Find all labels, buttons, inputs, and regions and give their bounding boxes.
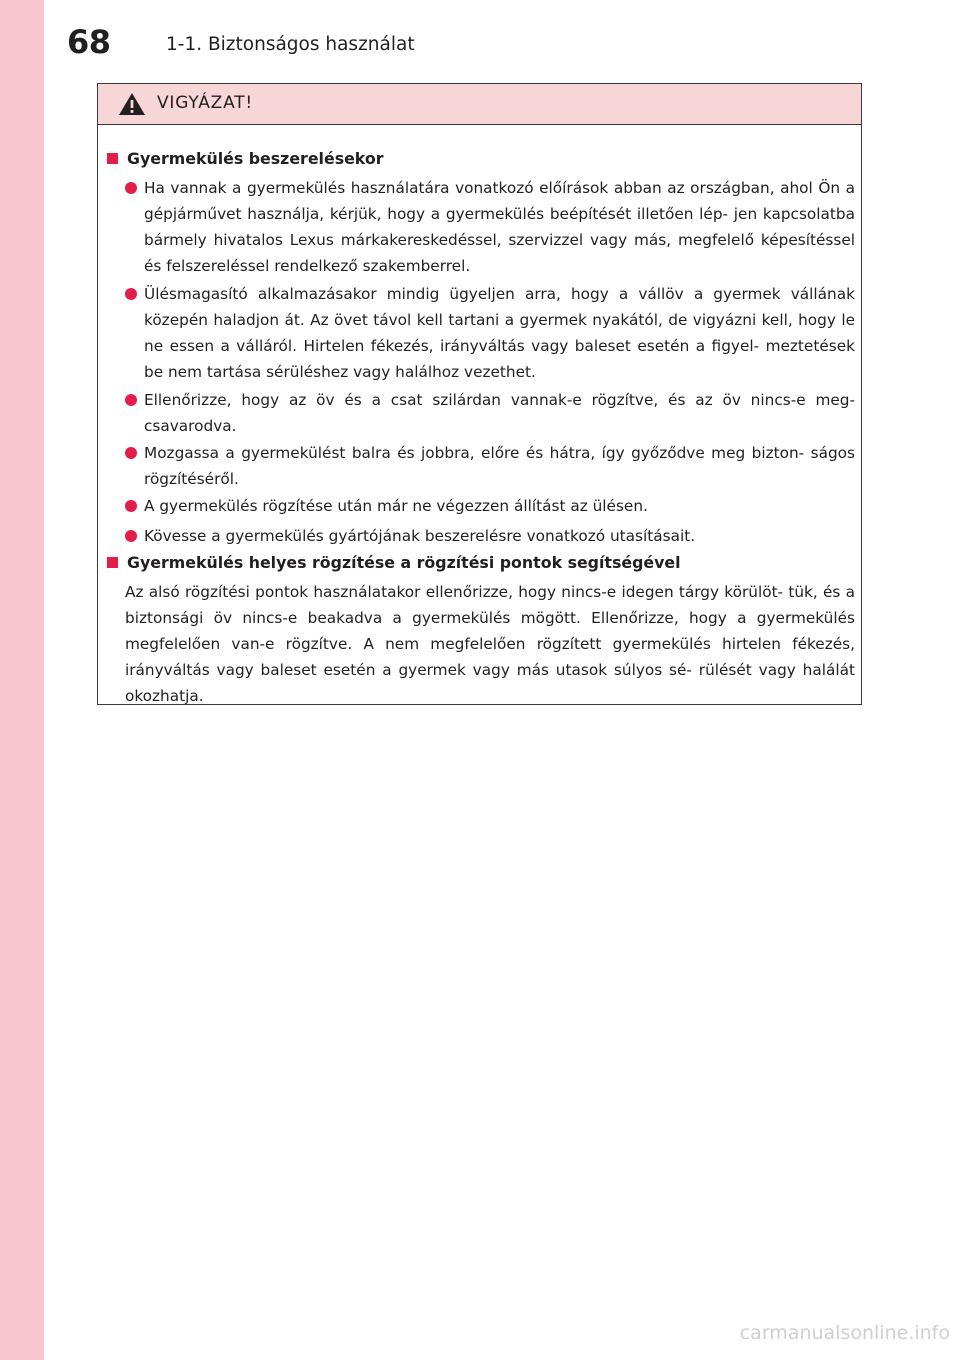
bullet-dot-icon (125, 530, 137, 542)
list-item: Kövesse a gyermekülés gyártójának beszerelésre vonatkozó utasításait. (125, 523, 855, 549)
bullet-dot-icon (125, 447, 137, 459)
section-heading: Gyermekülés helyes rögzítése a rögzítési pontok segítségével (107, 551, 681, 575)
warning-header (98, 84, 861, 125)
side-color-band (0, 0, 44, 1360)
section-title: 1-1. Biztonságos használat (166, 34, 415, 55)
bullet-dot-icon (125, 394, 137, 406)
section-heading: Gyermekülés beszerelésekor (107, 147, 384, 171)
list-item: Ellenőrizze, hogy az öv és a csat szilárdan vannak-e rögzítve, és az öv nincs-e meg- csavarodva. (125, 387, 855, 439)
bullet-dot-icon (125, 288, 137, 300)
warning-box (97, 83, 862, 705)
paragraph: Az alsó rögzítési pontok használatakor ellenőrizze, hogy nincs-e idegen tárgy körülöt- tük, és a biztonsági öv nincs-e beakadva a gyermekülés mögött. Ellenőrizze, hogy a gyermekülés megfelelően van-e rögzítve. A nem megfelelően rögzített gyermekülés hirtelen fékezés, irányváltás vagy baleset esetén a gyermek vagy más utasok súlyos sé- rülését vagy halálát okozhatja. (125, 583, 855, 705)
warning-triangle-icon (118, 92, 146, 116)
square-bullet-icon (107, 153, 118, 164)
page-number: 68 (67, 23, 111, 61)
list-item: Ha vannak a gyermekülés használatára vonatkozó előírások abban az országban, ahol Ön a gépjárművet használja, kérjük, hogy a gyermekülés beépítését illetően lép- jen kapcsolatba bármely hivatalos Lexus márkakereskedéssel, szervizzel vagy más, megfelelő képesítéssel és felszereléssel rendelkező szakemberrel. (125, 175, 855, 279)
list-item: Ülésmagasító alkalmazásakor mindig ügyeljen arra, hogy a vállöv a gyermek vállának közepén haladjon át. Az övet távol kell tartani a gyermek nyakától, de vigyázni kell, hogy le ne essen a válláról. Hirtelen fékezés, irányváltás vagy baleset esetén a figyel- meztetések be nem tartása sérüléshez vagy halálhoz vezethet. (125, 281, 855, 385)
warning-title: VIGYÁZAT! (157, 93, 254, 113)
bullet-dot-icon (125, 500, 137, 512)
square-bullet-icon (107, 557, 118, 568)
list-item: Mozgassa a gyermekülést balra és jobbra, előre és hátra, így győződve meg bizton- ságos rögzítéséről. (125, 440, 855, 492)
watermark: carmanualsonline.info (739, 1322, 950, 1344)
bullet-dot-icon (125, 182, 137, 194)
list-item: A gyermekülés rögzítése után már ne végezzen állítást az ülésen. (125, 493, 855, 519)
